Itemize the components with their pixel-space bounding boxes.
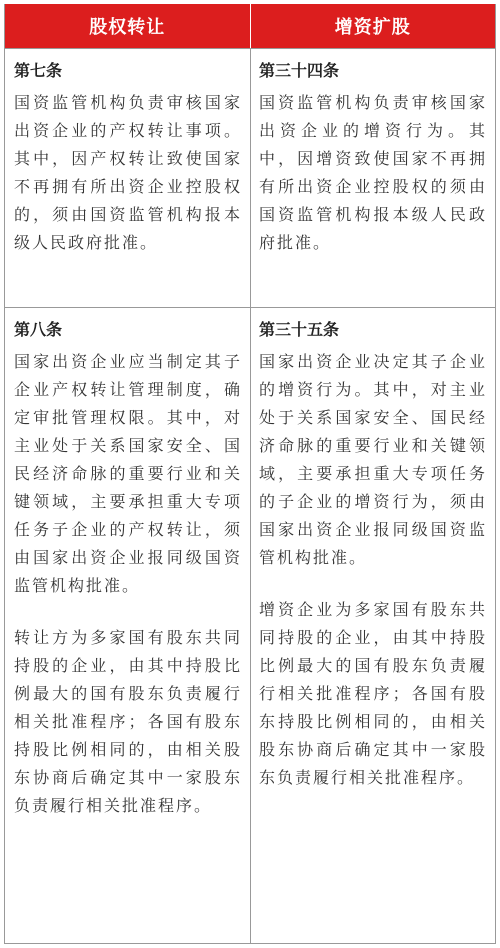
article-text: 国家出资企业应当制定其子企业产权转让管理制度，确定审批管理权限。其中，对主业处于关系国家安全、国民经济命脉的重要行业和关键领域，主要承担重大专项任务子企业的产权转让，须由国家出资企业报同级国资监管机构批准。 bbox=[14, 352, 242, 595]
header-equity-transfer: 股权转让 bbox=[89, 17, 166, 38]
article-title: 第三十四条 bbox=[259, 61, 340, 80]
article-text: 转让方为多家国有股东共同持股的企业，由其中持股比例最大的国有股东负责履行相关批准程序；各国有股东持股比例相同的，由相关股东协商后确定其中一家股东负责履行相关批准程序。 bbox=[14, 628, 242, 815]
header-capital-increase: 增资扩股 bbox=[250, 4, 496, 48]
article-text: 国家出资企业决定其子企业的增资行为。其中，对主业处于关系国家安全、国民经济命脉的重要行业和关键领域，主要承担重大专项任务的子企业的增资行为，须由国家出资企业报同级国资监管机构批准。 bbox=[259, 352, 487, 567]
table-row bbox=[5, 307, 495, 944]
cell-article-7 bbox=[5, 49, 250, 307]
cell-article-34 bbox=[250, 49, 495, 307]
cell-article-35 bbox=[250, 308, 495, 944]
table-header bbox=[5, 4, 495, 48]
article-title: 第七条 bbox=[14, 61, 63, 80]
article-text: 增资企业为多家国有股东共同持股的企业，由其中持股比例最大的国有股东负责履行相关批准程序；各国有股东持股比例相同的，由相关股东协商后确定其中一家股东负责履行相关批准程序。 bbox=[259, 600, 487, 787]
article-title: 第八条 bbox=[14, 320, 63, 339]
comparison-table bbox=[4, 4, 496, 944]
article-title: 第三十五条 bbox=[259, 320, 340, 339]
cell-article-8 bbox=[5, 308, 250, 944]
table-row bbox=[5, 48, 495, 307]
article-text: 国资监管机构负责审核国家出资企业的产权转让事项。其中，因产权转让致使国家不再拥有所出资企业控股权的，须由国资监管机构报本级人民政府批准。 bbox=[14, 93, 242, 252]
article-text: 国资监管机构负责审核国家出资企业的增资行为。其中，因增资致使国家不再拥有所出资企业控股权的须由国资监管机构报本级人民政府批准。 bbox=[259, 93, 487, 252]
